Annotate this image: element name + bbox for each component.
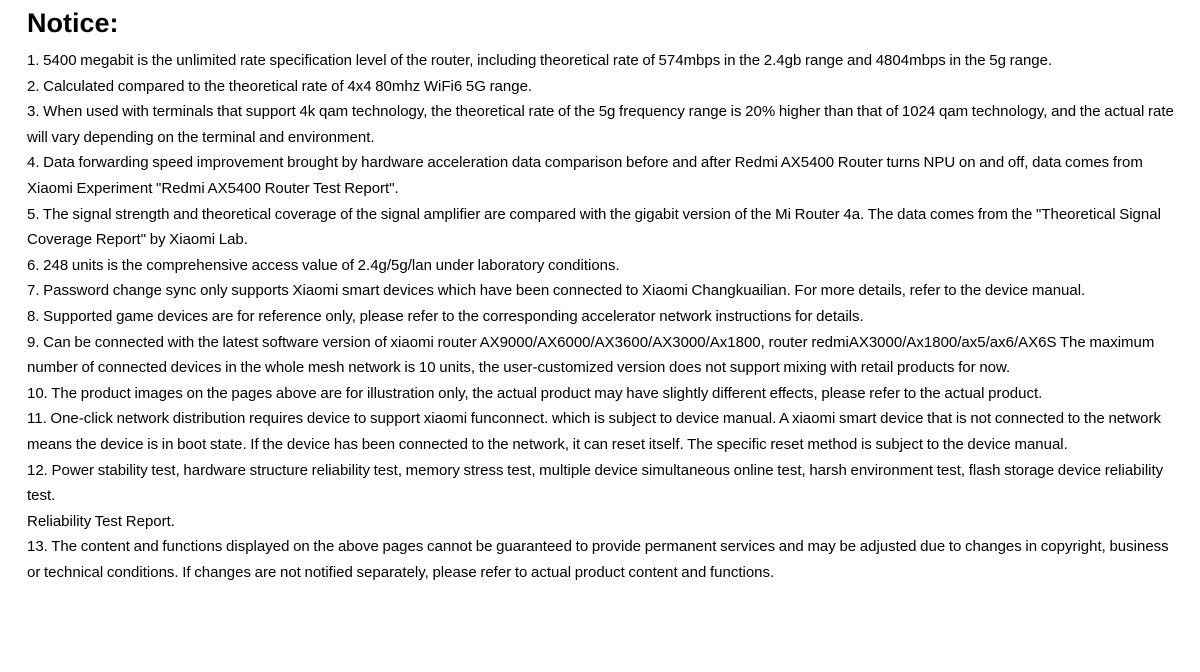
notice-item-9: 9. Can be connected with the latest software version of xiaomi router AX9000/AX6000/AX3600/AX3000/Ax1800, router redmiAX3000/Ax1800/ax5/ax6/AX6S The maximum number of connected devices in the whole mesh network is 10 units, the user-customized version does not support mixing with retail products for now. (27, 333, 1155, 377)
notice-item-reliability-report: Reliability Test Report. (27, 512, 175, 530)
notice-list (27, 48, 1175, 585)
notice-item-7: 7. Password change sync only supports Xiaomi smart devices which have been connected to Xiaomi Changkuailian. For more details, refer to the device manual. (27, 282, 1086, 300)
notice-item-2: 2. Calculated compared to the theoretical rate of 4x4 80mhz WiFi6 5G range. (27, 77, 533, 95)
notice-item-5: 5. The signal strength and theoretical coverage of the signal amplifier are compared with the gigabit version of the Mi Router 4a. The data comes from the "Theoretical Signal Coverage Report" by Xiaomi Lab. (27, 205, 1161, 249)
notice-item-6: 6. 248 units is the comprehensive access value of 2.4g/5g/lan under laboratory conditions. (27, 256, 620, 274)
notice-item-3: 3. When used with terminals that support 4k qam technology, the theoretical rate of the 5g frequency range is 20% higher than that of 1024 qam technology, and the actual rate will vary depending on the terminal and environment. (27, 103, 1174, 146)
notice-item-1: 1. 5400 megabit is the unlimited rate specification level of the router, including theoretical rate of 574mbps in the 2.4gb range and 4804mbps in the 5g range. (27, 52, 1053, 69)
notice-item-4: 4. Data forwarding speed improvement brought by hardware acceleration data comparison before and after Redmi AX5400 Router turns NPU on and off, data comes from Xiaomi Experiment "Redmi AX5400 Router Test Report". (27, 154, 1143, 197)
notice-item-10: 10. The product images on the pages above are for illustration only, the actual product may have slightly different effects, please refer to the actual product. (27, 384, 1043, 402)
notice-item-11: 11. One-click network distribution requires device to support xiaomi funconnect. which is subject to device manual. A xiaomi smart device that is not connected to the network means the device is in boot state. If the device has been connected to the network, it can reset itself. The specific reset method is subject to the device manual. (27, 410, 1161, 453)
notice-item-13: 13. The content and functions displayed on the above pages cannot be guaranteed to provide permanent services and may be adjusted due to changes in copyright, business or technical conditions. If changes are not notified separately, please refer to actual product content and functions. (27, 538, 1169, 581)
notice-item-12: 12. Power stability test, hardware structure reliability test, memory stress test, multiple device simultaneous online test, harsh environment test, flash storage device reliability test. (27, 461, 1164, 505)
notice-section (27, 4, 1175, 585)
notice-item-8: 8. Supported game devices are for reference only, please refer to the corresponding accelerator network instructions for details. (27, 307, 864, 325)
notice-title: Notice: (27, 8, 119, 38)
